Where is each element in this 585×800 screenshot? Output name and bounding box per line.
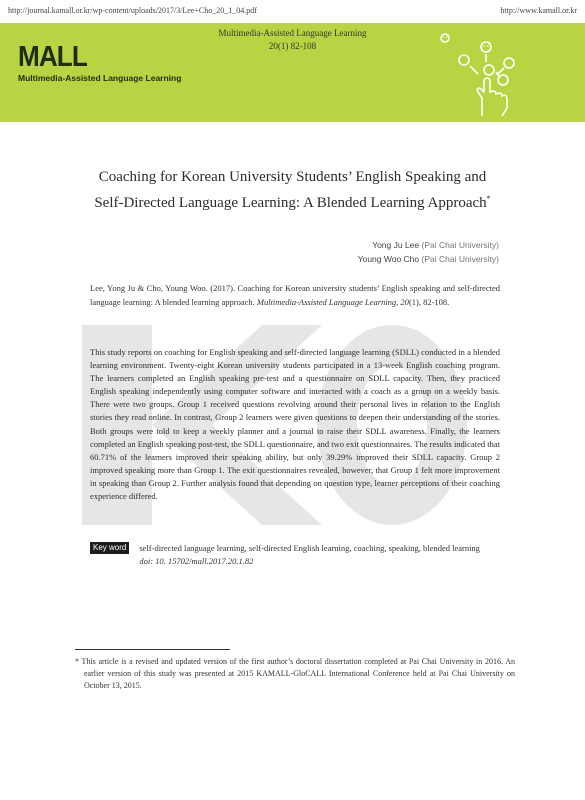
smiley-icon (481, 42, 491, 52)
mall-logo (18, 41, 182, 83)
logo-mark: MALL (18, 41, 87, 73)
lightbulb-icon (484, 65, 494, 75)
footnote: * This article is a revised and updated version of the first author’s doctoral dissertation completed at Pai Chai University in 2016. An earlier version of this study was presented at 2015 KAMALL-GloCALL International Conference held at Pai Chai University on October 13, 2015. (75, 657, 515, 690)
question-icon (459, 55, 469, 65)
title-line-2: Self-Directed Language Learning: A Blended Learning Approach (94, 195, 487, 211)
author-list (358, 238, 499, 266)
author-2 (358, 252, 499, 266)
author-name: Yong Ju Lee (372, 240, 420, 250)
journal-name: Multimedia-Assisted Language Learning (218, 28, 367, 38)
logo-subtitle: Multimedia-Assisted Language Learning (18, 73, 182, 83)
author-affiliation: (Pai Chai University) (421, 254, 499, 264)
info-icon (504, 58, 514, 68)
citation-issue: (1), 82-108. (408, 296, 450, 307)
footnote-divider (75, 649, 230, 650)
author-name: Young Woo Cho (357, 254, 420, 264)
article-title (60, 167, 525, 214)
abstract: This study reports on coaching for English speaking and self-directed language learning (SDLL) conducted in a blended learning environment. Twenty-eight Korean university students participated in a 13-week English coaching program. The learners completed an English speaking pre-test and a questionnaire on SDLL capacity. Then, they practiced English speaking independently using computer software and interacted with a coach as a group on a weekly basis. There were two groups. Group 1 received questions revolving around their personal lives in relation to the English stories they read online. In contrast, Group 2 learners were given questions to deepen their understanding of the stories. Both groups were told to keep a weekly planner and a journal to raise their SDLL awareness. Finally, the learners completed an English speaking post-test, the SDLL questionnaire, and two exit questionnaires. The results indicated that 60.71% of the learners improved their speaking ability, but only 39.29% improved their SDLL capacity. Group 2 improved speaking more than Group 1. The exit questionnaires revealed, however, that Group 1 felt more improvement in speaking than Group 2. Further analysis found that depending on question type, learner perceptions of their coaching experience differed. (90, 347, 500, 502)
keywords-block (90, 542, 500, 568)
source-url[interactable]: http://journal.kamall.or.kr/wp-content/uploads/2017/3/Lee+Cho_20_1_04.pdf (8, 6, 257, 15)
footnote-marker[interactable]: * (486, 194, 491, 203)
keywords-label: Key word (90, 542, 129, 554)
author-affiliation: (Pai Chai University) (421, 240, 499, 250)
doi[interactable]: doi: 10. 15702/mall.2017.20.1.82 (139, 556, 254, 566)
author-1 (358, 238, 499, 252)
site-url[interactable]: http://www.kamall.or.kr (500, 6, 577, 15)
hand-pointer-icon (477, 78, 507, 116)
citation (90, 282, 500, 309)
title-line-1: Coaching for Korean University Students’ English Speaking and (98, 169, 487, 185)
keywords-list: self-directed language learning, self-directed English learning, coaching, speaking, blended learning (139, 543, 480, 553)
journal-volume: 20(1) 82-108 (268, 41, 317, 51)
citation-journal: Multimedia-Assisted Language Learning, 20 (256, 296, 409, 307)
citation-text: Lee, Yong Ju & Cho, Young Woo. (2017). Coaching for Korean university students’ English speaking and self-directed language learning: A blended learning approach. (90, 283, 500, 307)
banner-icons (440, 28, 540, 118)
smiley-icon (441, 34, 449, 42)
